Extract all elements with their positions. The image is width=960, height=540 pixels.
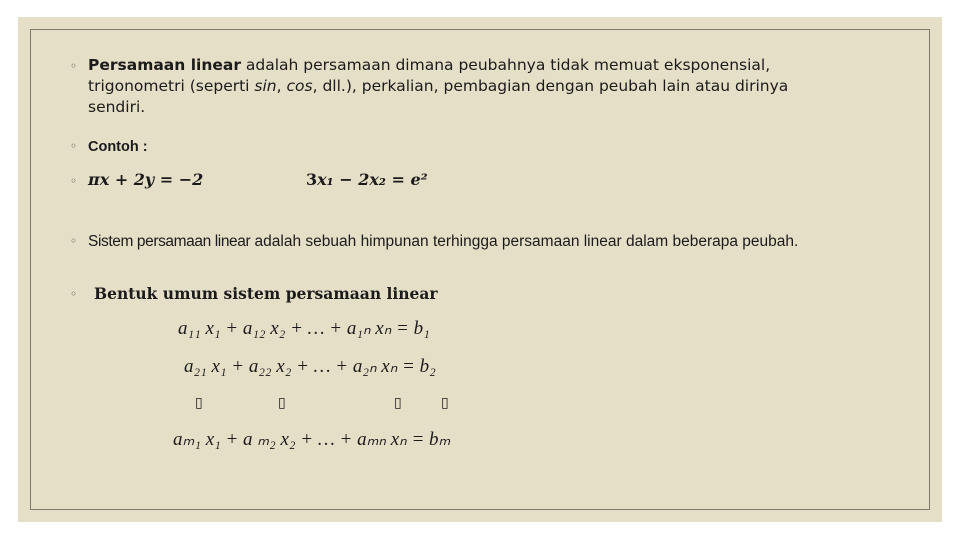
definition-paragraph (70, 55, 848, 118)
definition-text-a: adalah persamaan dimana peubahnya tidak memuat eksponensial, trigonometri (seperti (88, 56, 771, 95)
general-form-heading (70, 284, 848, 303)
general-form-label: Bentuk umum sistem persamaan linear (94, 284, 438, 303)
vertical-dots-icon: ▯ (195, 395, 203, 411)
bullet-icon: ◦ (70, 59, 78, 73)
system-row-2: a₂₁ x₁ + a₂₂ x₂ + … + a₂ₙ xₙ = b₂ (184, 356, 436, 377)
word-sin: sin (254, 77, 277, 95)
definition-text-b: , dll.), (312, 77, 357, 95)
example-equation-2: x₁ − 2x₂ = e² (317, 170, 428, 189)
slide (18, 17, 942, 522)
bullet-icon: ◦ (70, 174, 78, 188)
example-equations (70, 170, 848, 189)
bullet-icon: ◦ (70, 234, 78, 248)
definition-comma: , (276, 77, 287, 95)
bullet-icon: ◦ (70, 139, 78, 153)
example-label: Contoh : (88, 139, 148, 155)
vertical-dots-icon: ▯ (441, 395, 449, 411)
system-definition-text: adalah sebuah himpunan terhingga persamaan linear dalam beberapa peubah. (250, 233, 799, 250)
example-equation-2-coef: 3 (306, 170, 318, 189)
example-equation-1: πx + 2y = −2 (88, 170, 204, 189)
term-sistem-persamaan-linear: Sistem persamaan linear (88, 233, 251, 250)
vertical-dots-icon: ▯ (278, 395, 286, 411)
system-definition (70, 231, 848, 252)
example-heading (70, 136, 848, 158)
definition-text-c: perkalian, pembagian dengan peubah lain atau dirinya sendiri. (88, 77, 789, 116)
bullet-icon: ◦ (70, 287, 78, 301)
system-row-1: a₁₁ x₁ + a₁₂ x₂ + … + a₁ₙ xₙ = b₁ (178, 318, 430, 339)
system-row-m: aₘ₁ x₁ + a ₘ₂ x₂ + … + aₘₙ xₙ = bₘ (173, 429, 451, 450)
vertical-dots-icon: ▯ (394, 395, 402, 411)
word-cos: cos (286, 77, 313, 95)
term-persamaan-linear: Persamaan linear (88, 56, 241, 74)
